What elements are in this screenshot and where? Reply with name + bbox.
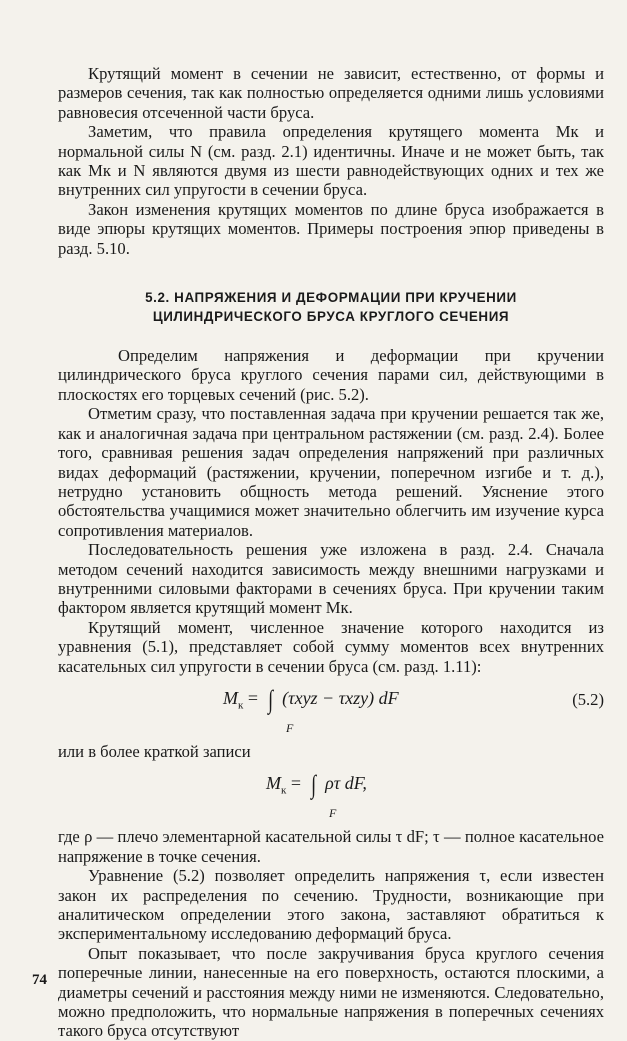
formula-lhs-sub: к — [281, 784, 287, 797]
equation-number: (5.2) — [572, 689, 604, 709]
paragraph: или в более краткой записи — [58, 741, 251, 761]
paragraph: Крутящий момент, численное значение которого находится из уравнения (5.1), представляет собой сумму моментов всех внутренних касательных сил упругости в сечении бруса (см. разд. 1.11): — [58, 617, 604, 676]
paragraph: Уравнение (5.2) позволяет определить напряжения τ, если известен закон их распределения по сечению. Трудности, возникающие при аналитическом определении этого закона, заставляют обратиться к экспериментальному исследованию деформаций бруса. — [58, 866, 604, 944]
formula-equals: = — [247, 687, 259, 708]
formula-lhs-sub: к — [238, 699, 244, 712]
equation-short — [58, 767, 604, 823]
integral-sign-icon: ∫ — [267, 684, 273, 714]
paragraph: где ρ — плечо элементарной касательной силы τ dF; τ — полное касательное напряжение в точке сечения. — [58, 827, 604, 866]
section-heading-line: ЦИЛИНДРИЧЕСКОГО БРУСА КРУГЛОГО СЕЧЕНИЯ — [152, 309, 510, 325]
paragraph: Отметим сразу, что поставленная задача при кручении решается так же, как и аналогичная задача при центральном растяжении (см. разд. 2.4). Более того, сравнивая решения задач определения напряжений при различных видах деформаций (растяжении, кручении, поперечном изгибе и т. д.), нетрудно установить общность метода решений. Уяснение этого обстоятельства учащимися может значительно облегчить им изучение курса сопротивления материалов. — [58, 404, 604, 540]
paragraph: Заметим, что правила определения крутящего момента Mк и нормальной силы N (см. разд. 2.1) идентичны. Иначе и не может быть, так как Mк и N являются двумя из шести равнодействующих одних и тех же внутренних сил упругости в сечении бруса. — [58, 122, 604, 200]
formula-body: (τxyz − τxzy) dF — [282, 687, 399, 708]
paragraph: Опыт показывает, что после закручивания бруса круглого сечения поперечные линии, нанесенные на его поверхность, остаются плоскими, а диаметры сечений и расстояния между ними не изменяются. Следовательно, можно предположить, что нормальные напряжения в поперечных сечениях такого бруса отсутствуют — [58, 943, 604, 1041]
formula-lhs: M — [266, 773, 281, 794]
paragraph: Последовательность решения уже изложена в разд. 2.4. Сначала методом сечений находится зависимость между внешними нагрузками и внутренними силовыми факторами в сечениях бруса. При кручении таким фактором является крутящий момент Mк. — [58, 540, 604, 618]
formula-lower-limit: F — [329, 806, 337, 821]
page-text — [58, 64, 604, 1041]
section-heading — [58, 288, 604, 326]
equation-5-2 — [58, 682, 604, 738]
formula-equals: = — [290, 773, 302, 794]
page-number: 74 — [32, 972, 47, 988]
integral-sign-icon: ∫ — [310, 770, 316, 800]
formula — [266, 770, 367, 821]
section-heading-line: 5.2. НАПРЯЖЕНИЯ И ДЕФОРМАЦИИ ПРИ КРУЧЕНИИ — [145, 290, 517, 306]
formula-body: ρτ dF, — [325, 773, 367, 794]
formula-lower-limit: F — [286, 720, 294, 735]
paragraph: Закон изменения крутящих моментов по длине бруса изображается в виде эпюры крутящих моментов. Примеры построения эпюр приведены в разд. 5.10. — [58, 199, 604, 258]
paragraph: Определим напряжения и деформации при кручении цилиндрического бруса круглого сечения парами сил, действующими в плоскостях его торцевых сечений (рис. 5.2). — [58, 346, 604, 404]
paragraph: Крутящий момент в сечении не зависит, естественно, от формы и размеров сечения, так как полностью определяется одними лишь условиями равновесия отсеченной части бруса. — [58, 64, 604, 122]
formula — [223, 684, 399, 735]
formula-lhs: M — [223, 687, 238, 708]
